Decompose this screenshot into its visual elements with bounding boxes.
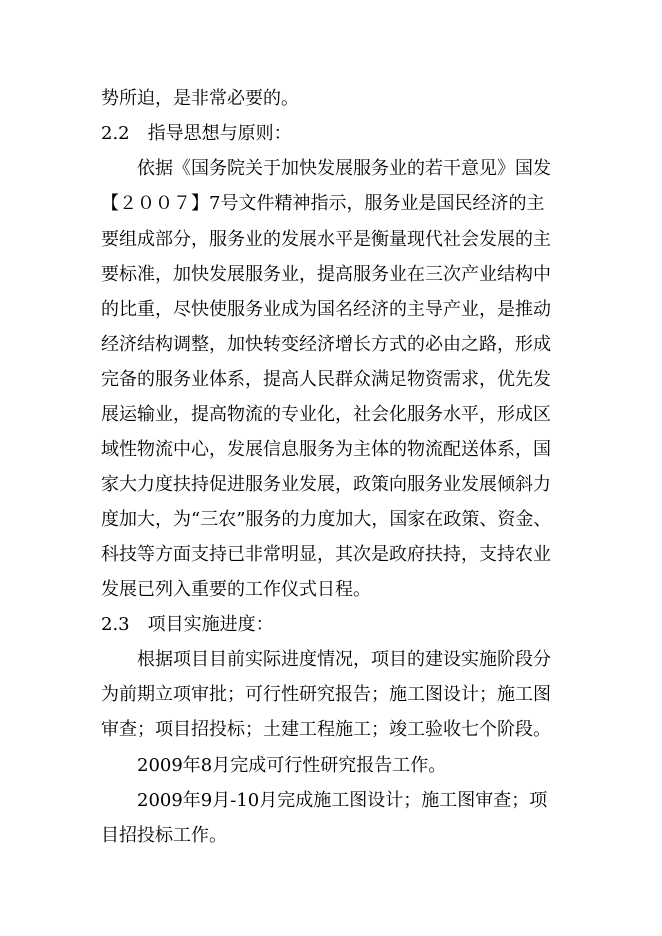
paragraph-line: 度加大，为“三农”服务的力度加大，国家在政策、资金、 (101, 509, 552, 530)
paragraph-line: 要组成部分，服务业的发展水平是衡量现代社会发展的主 (101, 229, 551, 250)
paragraph-line: 根据项目目前实际进度情况，项目的建设实施阶段分 (137, 649, 551, 670)
paragraph-line: 科技等方面支持已非常明显，其次是政府扶持，支持农业 (101, 544, 551, 565)
paragraph-line: 的比重，尽快使服务业成为国名经济的主导产业，是推动 (101, 299, 551, 320)
paragraph-line: 2009年9月-10月完成施工图设计；施工图审查；项 (137, 790, 548, 811)
paragraph-line: 域性物流中心，发展信息服务为主体的物流配送体系，国 (101, 439, 551, 460)
paragraph-line: 展运输业，提高物流的专业化，社会化服务水平，形成区 (101, 404, 551, 425)
paragraph-line: 完备的服务业体系，提高人民群众满足物资需求，优先发 (101, 369, 551, 390)
paragraph-line: 要标准，加快发展服务业，提高服务业在三次产业结构中 (101, 264, 551, 285)
paragraph-line: 发展已列入重要的工作仪式日程。 (101, 579, 371, 600)
paragraph-line-continuation: 势所迫，是非常必要的。 (101, 88, 299, 109)
paragraph-line: 2009年8月完成可行性研究报告工作。 (137, 755, 447, 776)
paragraph-line: 依据《国务院关于加快发展服务业的若干意见》国发 (137, 158, 551, 179)
paragraph-line: 经济结构调整，加快转变经济增长方式的必由之路，形成 (101, 334, 551, 355)
section-heading-2-3: 2.3 项目实施进度： (101, 614, 274, 635)
section-heading-2-2: 2.2 指导思想与原则： (101, 123, 292, 144)
paragraph-line: 审查；项目招投标；土建工程施工；竣工验收七个阶段。 (101, 719, 551, 740)
paragraph-line: 家大力度扶持促进服务业发展，政策向服务业发展倾斜力 (101, 474, 551, 495)
paragraph-line: 【２００７】7号文件精神指示，服务业是国民经济的主 (101, 193, 545, 214)
paragraph-line: 目招投标工作。 (101, 825, 227, 846)
paragraph-line: 为前期立项审批；可行性研究报告；施工图设计；施工图 (101, 684, 551, 705)
